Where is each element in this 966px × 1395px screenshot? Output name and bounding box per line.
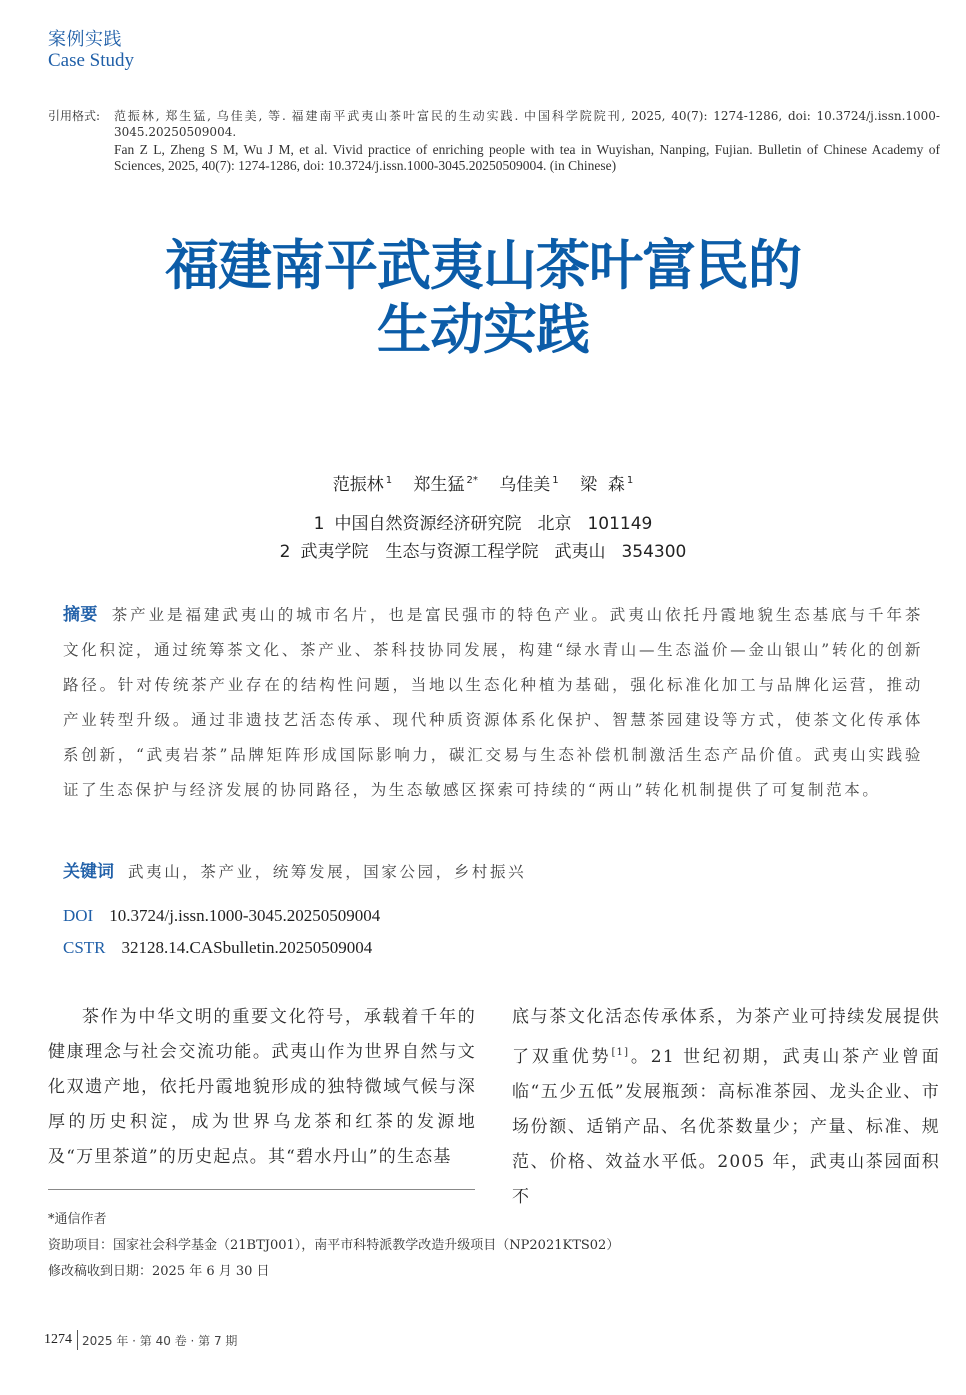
affiliation-institution: 武夷学院 生态与资源工程学院 (300, 542, 539, 562)
author-list (0, 470, 966, 495)
footnotes (48, 1207, 619, 1285)
abstract (63, 598, 923, 808)
affiliation-number: 1 (313, 514, 325, 534)
author (333, 475, 392, 495)
author (499, 475, 558, 495)
article-title (0, 234, 966, 362)
author (580, 475, 633, 495)
author-affiliation-mark: 1 (626, 475, 634, 486)
citation-label: 引用格式: (48, 109, 101, 123)
author-name: 梁 森 (580, 475, 625, 495)
footer-divider (77, 1330, 78, 1350)
corresponding-author-note: *通信作者 (48, 1212, 107, 1227)
affiliation-institution: 中国自然资源经济研究院 (334, 514, 522, 534)
affiliation-city: 武夷山 (554, 542, 606, 562)
author-name: 乌佳美 (499, 475, 551, 495)
citation-block (48, 108, 940, 174)
abstract-label: 摘要 (63, 605, 98, 625)
affiliation-postcode: 101149 (587, 514, 653, 534)
issue-info: 2025 年 · 第 40 卷 · 第 7 期 (82, 1333, 238, 1348)
cstr-value: 32128.14.CASbulletin.20250509004 (121, 938, 373, 957)
citation-en: Fan Z L, Zheng S M, Wu J M, et al. Vivid practice of enriching people with tea in Wuyishan, Nanping, Fujian. Bulletin of Chinese Academy of Sciences, 2025, 40(7): 1274-1286, doi: 10.3724/j.issn.1000-3045.20250509004. (in Chinese) (114, 142, 940, 173)
page-footer (44, 1330, 237, 1350)
title-line-1: 福建南平武夷山茶叶富民的 (165, 234, 801, 297)
body-column-right (512, 1000, 940, 1215)
doi-label: DOI (63, 906, 94, 925)
section-label-en: Case Study (48, 50, 135, 71)
doi-value[interactable]: 10.3724/j.issn.1000-3045.20250509004 (109, 906, 381, 925)
page-number: 1274 (44, 1332, 72, 1347)
funding-note: 资助项目：国家社会科学基金（21BTJ001），南平市科特派教学改造升级项目（NP2021KTS02） (48, 1238, 620, 1253)
section-label-cn: 案例实践 (48, 29, 122, 50)
affiliation-postcode: 354300 (621, 542, 687, 562)
author-name: 范振林 (332, 475, 384, 495)
affiliation-city: 北京 (537, 514, 572, 534)
abstract-text: 茶产业是福建武夷山的城市名片，也是富民强市的特色产业。武夷山依托丹霞地貌生态基底与千年茶文化积淀，通过统筹茶文化、茶产业、茶科技协同发展，构建“绿水青山—生态溢价—金山银山”转化的创新路径。针对传统茶产业存在的结构性问题，当地以生态化种植为基础，强化标准化加工与品牌化运营，推动产业转型升级。通过非遗技艺活态传承、现代种质资源体系化保护、智慧茶园建设等方式，使茶文化传承体系创新，“武夷岩茶”品牌矩阵形成国际影响力，碳汇交易与生态补偿机制激活生态产品价值。武夷山实践验证了生态保护与经济发展的协同路径，为生态敏感区探索可持续的“两山”转化机制提供了可复制范本。 (63, 606, 924, 799)
body-text: 底与茶文化活态传承体系，为茶产业可持续发展提供了双重优势 (512, 1007, 940, 1067)
affiliation-number: 2 (279, 542, 291, 562)
keywords (63, 857, 526, 882)
reference-mark[interactable]: [1] (611, 1047, 630, 1058)
keywords-label: 关键词 (63, 862, 114, 882)
footnote-divider (48, 1189, 475, 1190)
affiliation (0, 537, 966, 562)
author-affiliation-mark: 1 (385, 475, 393, 486)
affiliation (0, 509, 966, 534)
author-affiliation-mark: 1 (552, 475, 559, 486)
author (414, 475, 478, 495)
cstr-line (63, 938, 372, 958)
body-text: 。21 世纪初期，武夷山茶产业曾面临“五少五低”发展瓶颈：高标准茶园、龙头企业、市场份额、适销产品、名优茶数量少；产量、标准、规范、价格、效益水平低。2005 年，武夷山茶园面积不 (512, 1047, 941, 1207)
title-line-2: 生动实践 (377, 298, 589, 361)
doi-line (63, 906, 380, 926)
body-column-left: 茶作为中华文明的重要文化符号，承载着千年的健康理念与社会交流功能。武夷山作为世界自然与文化双遗产地，依托丹霞地貌形成的独特微域气候与深厚的历史积淀，成为世界乌龙茶和红茶的发源地及“万里茶道”的历史起点。其“碧水丹山”的生态基 (48, 1007, 476, 1167)
author-name: 郑生猛 (413, 475, 465, 495)
keywords-text: 武夷山，茶产业，统筹发展，国家公园，乡村振兴 (128, 863, 527, 881)
citation-cn: 范振林, 郑生猛, 乌佳美, 等. 福建南平武夷山茶叶富民的生动实践. 中国科学院院刊, 2025, 40(7): 1274-1286, doi: 10.3724/j.issn.1000-3045.20250509004. (114, 109, 940, 139)
cstr-label: CSTR (63, 938, 106, 957)
revised-date-note: 修改稿收到日期：2025 年 6 月 30 日 (48, 1264, 270, 1279)
author-affiliation-mark: 2* (466, 475, 478, 486)
